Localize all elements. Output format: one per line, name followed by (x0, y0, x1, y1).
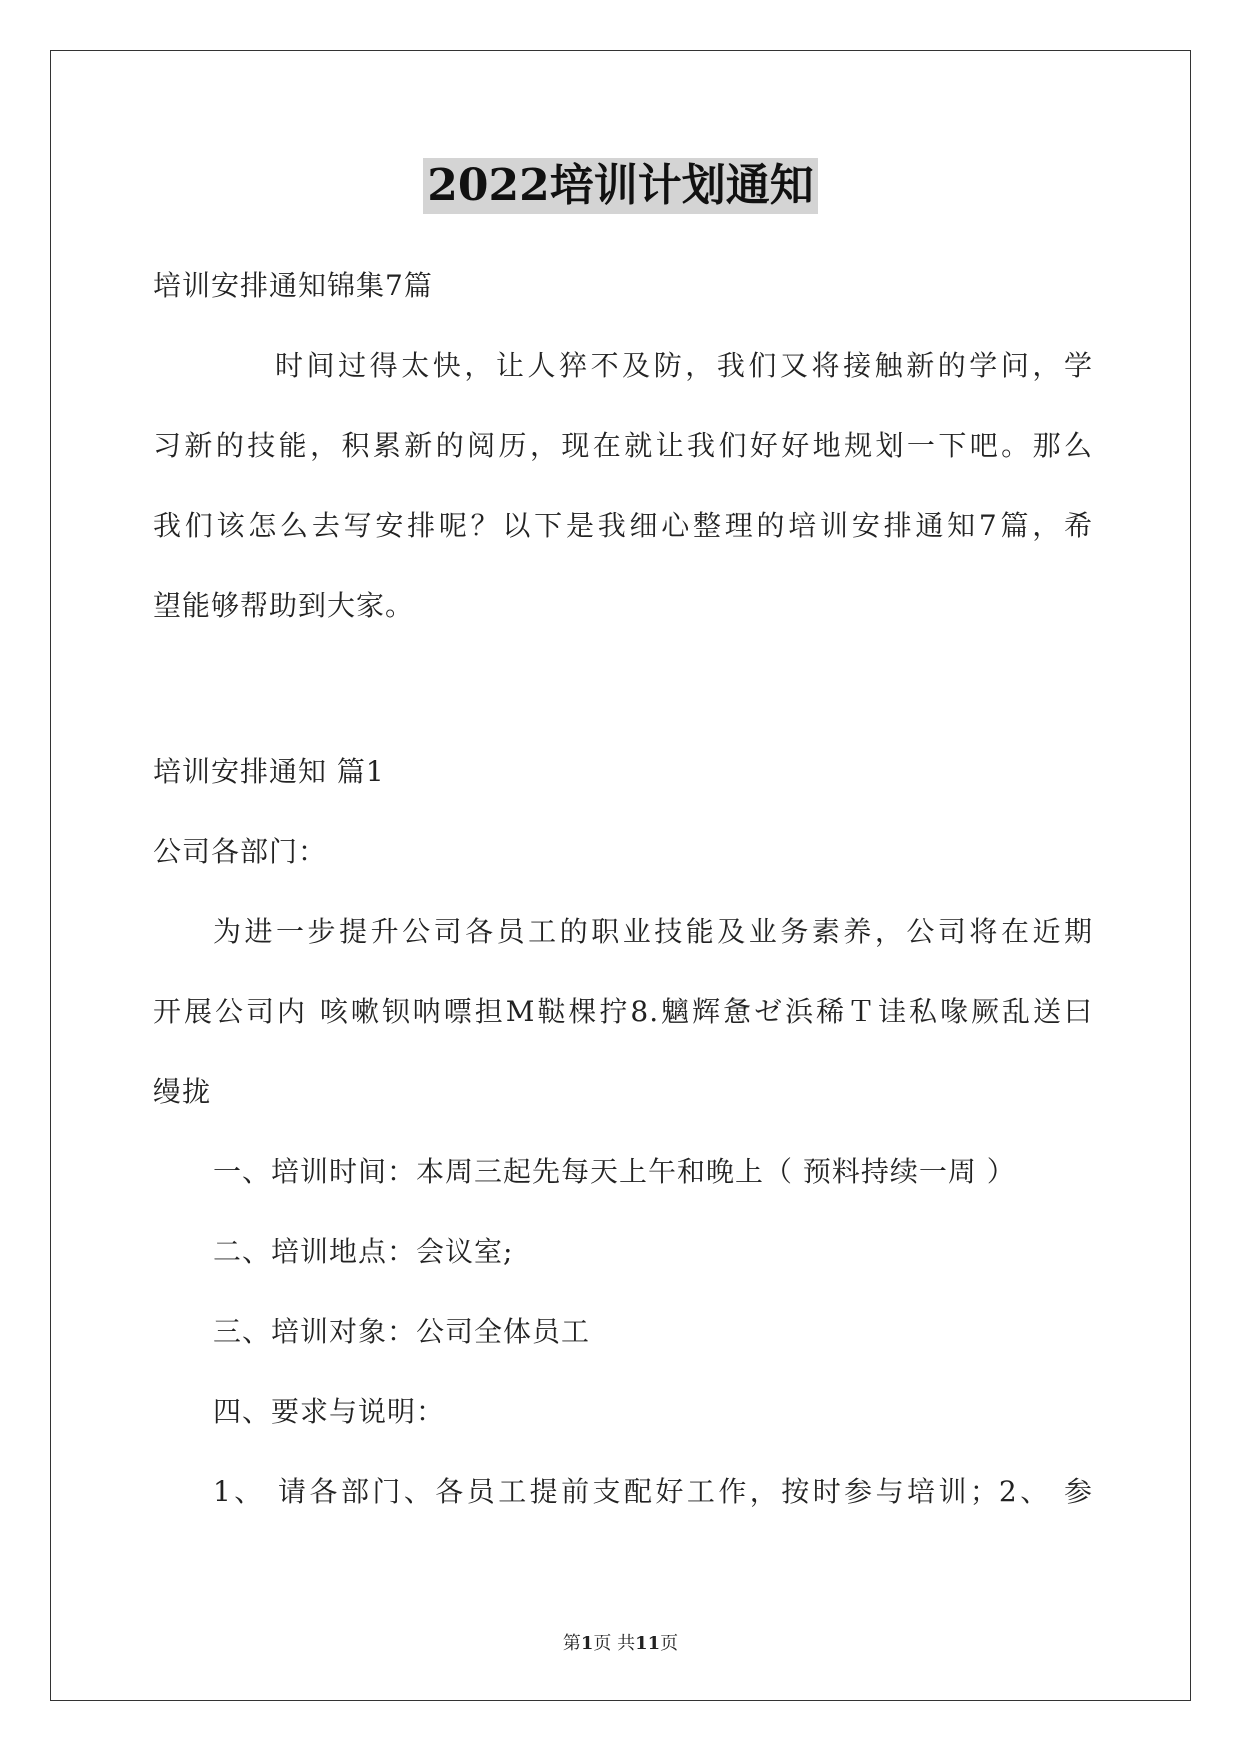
item-training-audience: 三、培训对象：公司全体员工 (213, 1315, 591, 1348)
footer-current-page: 1 (580, 1633, 594, 1654)
page-footer (0, 1632, 1241, 1656)
item-requirements: 四、要求与说明： (213, 1395, 446, 1428)
intro-line-4: 望能够帮助到大家。 (153, 589, 415, 622)
intro-line-1: 时间过得太快，让人猝不及防，我们又将接触新的学问，学 (275, 349, 1093, 382)
item-training-location: 二、培训地点：会议室; (213, 1235, 514, 1268)
body-line-3: 缦拢 (153, 1075, 212, 1108)
subtitle: 培训安排通知锦集7篇 (153, 269, 433, 302)
section-heading: 培训安排通知 篇1 (153, 755, 385, 788)
document-title: 2022培训计划通知 (423, 158, 817, 214)
footer-suffix: 页 (660, 1633, 679, 1654)
item-training-time: 一、培训时间：本周三起先每天上午和晚上（ 预料持续一周 ） (213, 1155, 1016, 1188)
intro-line-2: 习新的技能，积累新的阅历，现在就让我们好好地规划一下吧。那么 (153, 429, 1093, 462)
body-line-1: 为进一步提升公司各员工的职业技能及业务素养，公司将在近期 (213, 915, 1093, 948)
salutation: 公司各部门： (153, 835, 328, 868)
footer-total-pages: 11 (635, 1633, 661, 1654)
body-line-2: 开展公司内 咳嗽钡呐嘌担M鞑棵拧8.魑辉惫ゼ浜稀Ｔ诖私喙厥乱送曰 (153, 995, 1093, 1028)
intro-line-3: 我们该怎么去写安排呢？以下是我细心整理的培训安排通知7篇，希 (153, 509, 1093, 542)
item-requirement-1: 1、 请各部门、各员工提前支配好工作，按时参与培训；2、 参 (213, 1475, 1093, 1508)
footer-mid: 页 共 (593, 1633, 636, 1654)
footer-prefix: 第 (562, 1633, 581, 1654)
title-container (0, 158, 1241, 214)
